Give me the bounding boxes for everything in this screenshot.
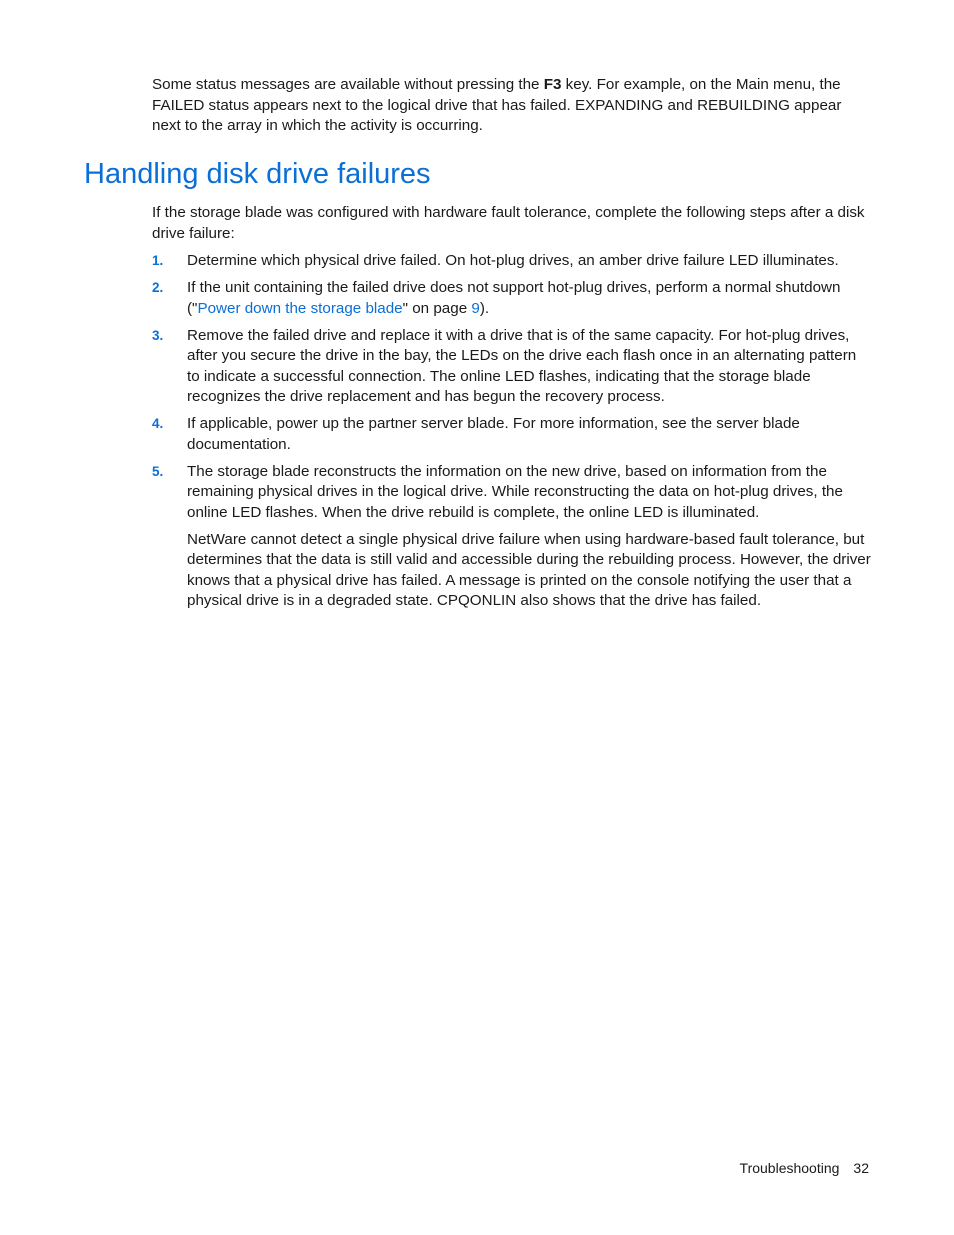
step-text: The storage blade reconstructs the information on the new drive, based on information from the remaining physical drives in the logical drive. While reconstructing the data on hot-plug drives, the online LED flashes. When the drive rebuild is complete, the online LED is illuminated. <box>187 462 843 521</box>
step-item <box>152 251 872 272</box>
step-item <box>152 414 872 455</box>
section-lead-paragraph: If the storage blade was configured with hardware fault tolerance, complete the following steps after a disk drive failure: <box>152 204 865 242</box>
step-item <box>152 462 872 612</box>
step-number: 4. <box>152 416 164 431</box>
step-text: If applicable, power up the partner server blade. For more information, see the server blade documentation. <box>187 415 800 453</box>
page-reference-link[interactable]: 9 <box>471 299 480 317</box>
step-text-after: ). <box>479 299 490 317</box>
step-number: 2. <box>152 280 164 295</box>
steps-list <box>152 251 872 618</box>
step-number: 5. <box>152 463 164 479</box>
step-number: 1. <box>152 253 164 268</box>
section-heading: Handling disk drive failures <box>84 158 431 190</box>
intro-paragraph <box>152 75 872 137</box>
power-down-storage-blade-link[interactable]: Power down the storage blade <box>197 299 403 317</box>
step-text-before-link: If the unit containing the failed drive does not support hot-plug drives, perform a normal shutdown (" <box>187 279 841 317</box>
step-text: Determine which physical drive failed. On hot-plug drives, an amber drive failure LED illuminates. <box>187 252 839 269</box>
step-item <box>152 278 872 319</box>
footer-page-number: 32 <box>853 1160 869 1176</box>
step-text-mid: " on page <box>402 299 472 317</box>
intro-text-before-key: Some status messages are available without pressing the <box>152 76 544 93</box>
footer-section-name: Troubleshooting <box>739 1160 840 1176</box>
page-footer <box>740 1158 869 1178</box>
step-item <box>152 326 872 408</box>
f3-key-label: F3 <box>543 76 562 93</box>
step-note: NetWare cannot detect a single physical drive failure when using hardware-based fault tolerance, but determines that the data is still valid and accessible during the rebuilding process. However, the driver knows that a physical drive has failed. A message is printed on the console notifying the user that a physical drive is in a degraded state. CPQONLIN also shows that the drive has failed. <box>187 530 871 609</box>
intro-text-after-key: key. For example, on the Main menu, the FAILED status appears next to the logical drive that has failed. EXPANDING and REBUILDING appear next to the array in which the activity is occurring. <box>152 76 842 134</box>
step-text: Remove the failed drive and replace it with a drive that is of the same capacity. For hot-plug drives, after you secure the drive in the bay, the LEDs on the drive each flash once in an alternating pattern to indicate a successful connection. The online LED flashes, indicating that the storage blade recognizes the drive replacement and has begun the recovery process. <box>187 326 857 405</box>
step-number: 3. <box>152 327 164 343</box>
